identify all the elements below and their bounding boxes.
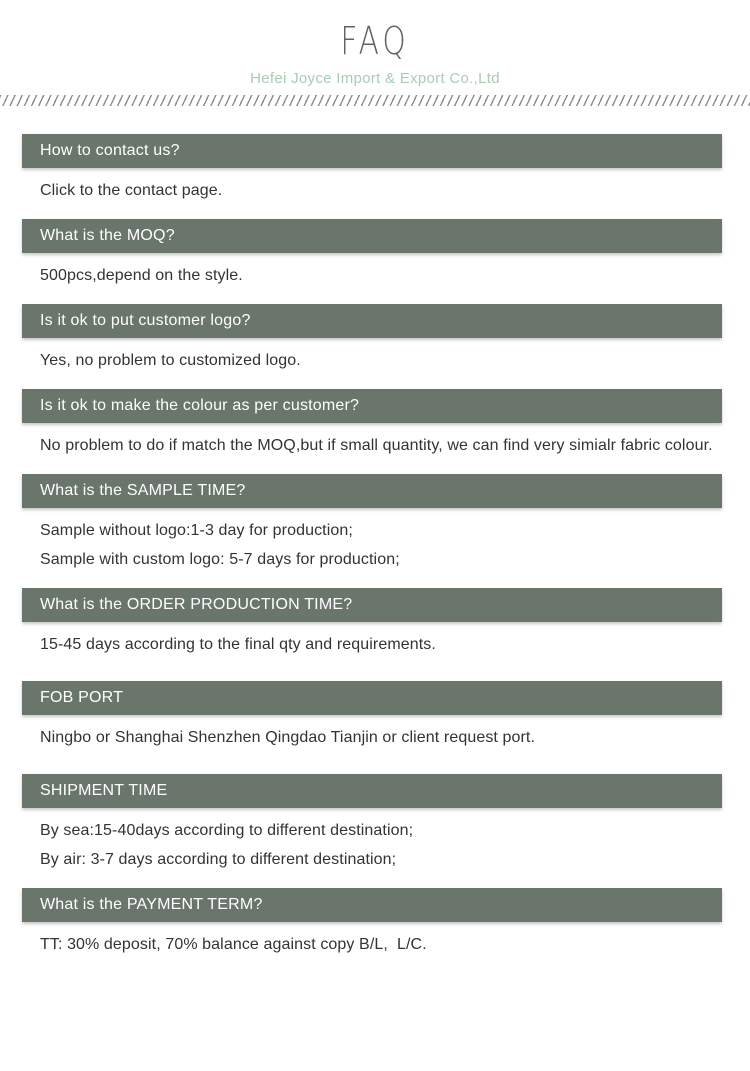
answer-block: [40, 261, 722, 290]
faq-section-customer-logo: [22, 304, 722, 375]
answer-block: [40, 516, 722, 574]
faq-section-moq: [22, 219, 722, 290]
faq-list: [22, 134, 722, 959]
answer-line: 500pcs,depend on the style.: [40, 267, 243, 284]
answer-line: Click to the contact page.: [40, 182, 223, 199]
answer-block: [40, 176, 722, 205]
faq-section-order-production-time: [22, 588, 722, 659]
page-title: FAQ: [340, 19, 410, 63]
answer-line: No problem to do if match the MOQ,but if small quantity, we can find very simialr fabric colour.: [40, 437, 713, 454]
question-bar: FOB PORT: [22, 681, 722, 715]
answer-line: TT: 30% deposit, 70% balance against copy B/L, L/C.: [40, 936, 427, 953]
question-bar: What is the PAYMENT TERM?: [22, 888, 722, 922]
company-name: Hefei Joyce Import & Export Co.,Ltd: [250, 70, 500, 87]
question-bar: What is the SAMPLE TIME?: [22, 474, 722, 508]
question-bar: How to contact us?: [22, 134, 722, 168]
answer-line: Yes, no problem to customized logo.: [40, 352, 301, 369]
faq-section-fob-port: [22, 681, 722, 752]
question-bar: Is it ok to make the colour as per customer?: [22, 389, 722, 423]
answer-line: 15-45 days according to the final qty and requirements.: [40, 636, 436, 653]
answer-line: By air: 3-7 days according to different destination;: [40, 851, 397, 868]
faq-section-sample-time: [22, 474, 722, 574]
faq-section-contact: [22, 134, 722, 205]
answer-line: By sea:15-40days according to different destination;: [40, 822, 414, 839]
answer-line: Sample with custom logo: 5-7 days for production;: [40, 551, 400, 568]
hatch-divider: [0, 95, 750, 106]
question-bar: What is the ORDER PRODUCTION TIME?: [22, 588, 722, 622]
answer-block: [40, 630, 722, 659]
answer-block: [40, 346, 722, 375]
answer-block: [40, 930, 722, 959]
question-bar: Is it ok to put customer logo?: [22, 304, 722, 338]
page-header: [0, 18, 750, 106]
faq-section-payment-term: [22, 888, 722, 959]
question-bar: What is the MOQ?: [22, 219, 722, 253]
answer-block: [40, 723, 722, 752]
answer-block: [40, 816, 722, 874]
question-bar: SHIPMENT TIME: [22, 774, 722, 808]
answer-line: Sample without logo:1-3 day for production;: [40, 522, 353, 539]
answer-block: [40, 431, 722, 460]
answer-line: Ningbo or Shanghai Shenzhen Qingdao Tianjin or client request port.: [40, 729, 536, 746]
faq-section-shipment-time: [22, 774, 722, 874]
faq-section-custom-colour: [22, 389, 722, 460]
